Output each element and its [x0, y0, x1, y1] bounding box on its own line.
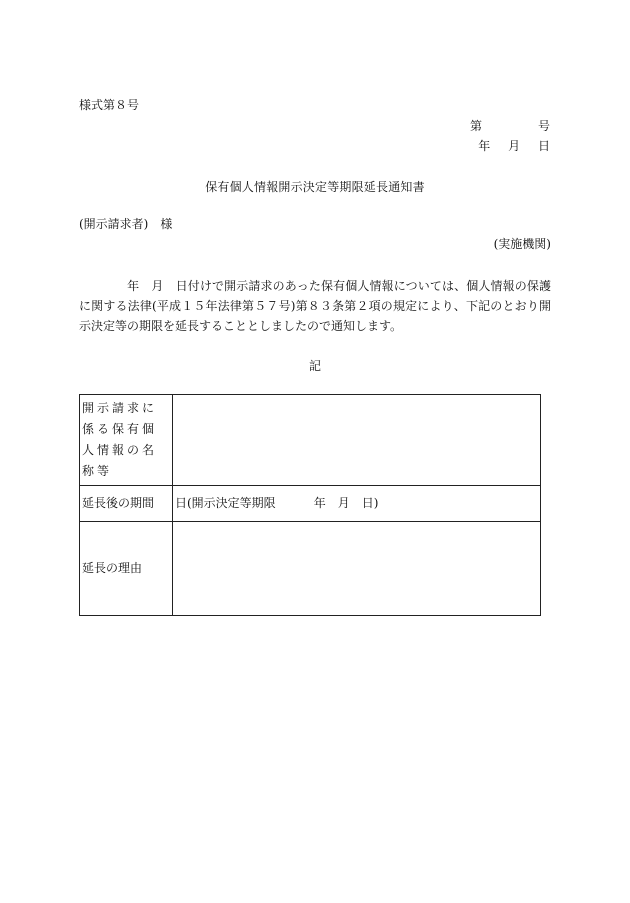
document-title: 保有個人情報開示決定等期限延長通知書 — [205, 180, 425, 194]
table-row — [80, 522, 541, 616]
notice-text: 開示請求のあった保有個人情報については、個人情報の保護に関する法律(平成１５年法律第５７号)第８３条第２項の規定により、下記のとおり開示決定等の期限を延長することとしましたので通知します。 — [79, 279, 551, 333]
addressee: (開示請求者) 様 — [79, 217, 173, 231]
document-number-suffix: 号 — [537, 119, 550, 133]
issue-date-month: 月 — [508, 139, 521, 153]
issue-date-day: 日 — [537, 139, 550, 153]
extended-period-day: 日) — [361, 496, 379, 510]
requested-info-value — [173, 395, 541, 486]
extended-period-year: 年 — [313, 496, 326, 510]
issue-date — [464, 138, 550, 154]
extended-period-value — [173, 486, 541, 522]
form-number: 様式第８号 — [79, 98, 140, 112]
document-number-prefix: 第 — [470, 119, 483, 133]
extension-reason-value — [173, 522, 541, 616]
ki-heading: 記 — [308, 359, 321, 373]
requested-info-label: 開示請求に係る保有個人情報の名称等 — [80, 395, 173, 486]
extended-period-month: 月 — [337, 496, 350, 510]
extended-period-label: 延長後の期間 — [80, 486, 173, 522]
table-row — [80, 486, 541, 522]
notice-body — [79, 276, 551, 336]
detail-table — [79, 394, 541, 616]
table-row — [80, 395, 541, 486]
implementing-organization: (実施機関) — [493, 237, 551, 251]
extended-period-prefix: 日(開示決定等期限 — [175, 496, 276, 510]
notice-date-placeholder: 年 月 日付けで — [127, 279, 225, 293]
extension-reason-label: 延長の理由 — [80, 522, 173, 616]
issue-date-year: 年 — [478, 139, 491, 153]
